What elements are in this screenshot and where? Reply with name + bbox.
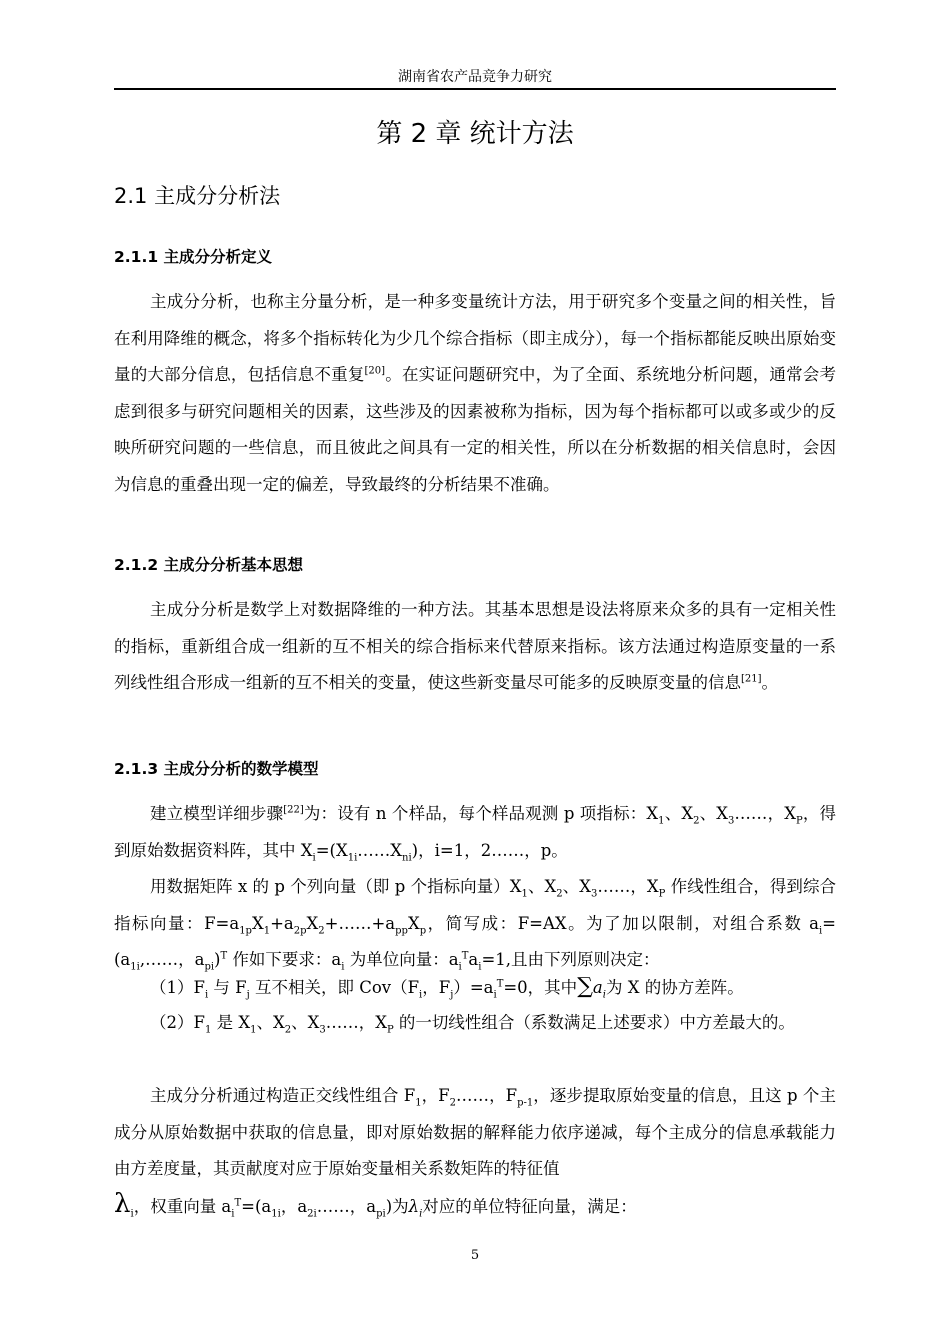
subsection-title-2: 2.1.2 主成分分析基本思想 [114,556,304,574]
chapter-title: 第 2 章 统计方法 [376,119,574,149]
summation-symbol: ∑ [577,974,593,999]
paragraph-model-steps: 建立模型详细步骤[22]为：设有 n 个样品，每个样品观测 p 项指标：$X_1$、$X_2$、$X_3\dots\dots$，$X_P$，得到原始数据资料阵，其中 $X_i=(X_{1i}\dots\dots X_{ni})$，i=1，2……，p。 [114,804,837,863]
citation: [21] [741,673,762,685]
citation: [22] [283,804,304,816]
paragraph-rule-1: $(1)F_i$ 与 $F_j$ 互不相关，即 $Cov(F_i$，$F_j)=a_i^T=0$，其中$\sum a_i$为 X 的协方差阵。 [150,974,744,1001]
lambda-symbol: λ [114,1189,131,1219]
subsection-title-3: 2.1.3 主成分分析的数学模型 [114,760,319,778]
page-number: 5 [470,1248,480,1263]
paragraph-rule-2: $(2)F_1$ 是 $X_1$、$X_2$、$X_3\dots\dots$，$X_P$ 的一切线性组合（系数满足上述要求）中方差最大的。 [150,1013,795,1036]
subsection-title-1: 2.1.1 主成分分析定义 [114,248,273,266]
paragraph-eigen: $\lambda_i$，权重向量 $a_i^T=(a_{1i}$，$a_{2i}\dots\dots$，$a_{pi}$)为$\lambda_i$对应的单位特征向量，满足： [114,1189,637,1220]
paragraph-linear-combination: 用数据矩阵 x 的 p 个列向量（即 p 个指标向量）$X_1$、$X_2$、$X_3\dots\dots$，$X_P$ 作线性组合，得到综合指标向量：$F=a_{1p}X_1+a_{2p}X_2+\dots\dots+a_{pp}X_p$，简写成：F=AX。为了加以限制，对组合系数 $a_i=(a_{1i},\dots\dots$，$a_{pi})^T$ 作如下要求：$a_i$ 为单位向量：$a_i^Ta_i=1$,且由下列原则决定： [114,877,837,973]
header-rule [114,88,836,90]
paragraph-basic-idea: 主成分分析是数学上对数据降维的一种方法。其基本思想是设法将原来众多的具有一定相关性的指标，重新组合成一组新的互不相关的综合指标来代替原来指标。该方法通过构造原变量的一系列线性组合形成一组新的互不相关的变量，使这些新变量尽可能多的反映原变量的信息[21]。 [114,600,836,692]
paragraph-principal-components: 主成分分析通过构造正交线性组合 $F_1$，$F_2\dots\dots$，$F_{p-1}$，逐步提取原始变量的信息，且这 p 个主成分从原始数据中获取的信息量，即对原始数据的解释能力依序递减，每个主成分的信息承载能力由方差度量，其贡献度对应于原始变量相关系数矩阵的特征值 [114,1086,836,1178]
paragraph-definition: 主成分分析，也称主分量分析，是一种多变量统计方法，用于研究多个变量之间的相关性，旨在利用降维的概念，将多个指标转化为少几个综合指标（即主成分），每一个指标都能反映出原始变量的大部分信息，包括信息不重复[20]。在实证问题研究中，为了全面、系统地分析问题，通常会考虑到很多与研究问题相关的因素，这些涉及的因素被称为指标，因为每个指标都可以或多或少的反映所研究问题的一些信息，而且彼此之间具有一定的相关性，所以在分析数据的相关信息时，会因为信息的重叠出现一定的偏差，导致最终的分析结果不准确。 [114,292,837,494]
section-title: 2.1 主成分分析法 [114,184,281,208]
running-header: 湖南省农产品竞争力研究 [398,69,552,85]
citation: [20] [364,365,386,377]
